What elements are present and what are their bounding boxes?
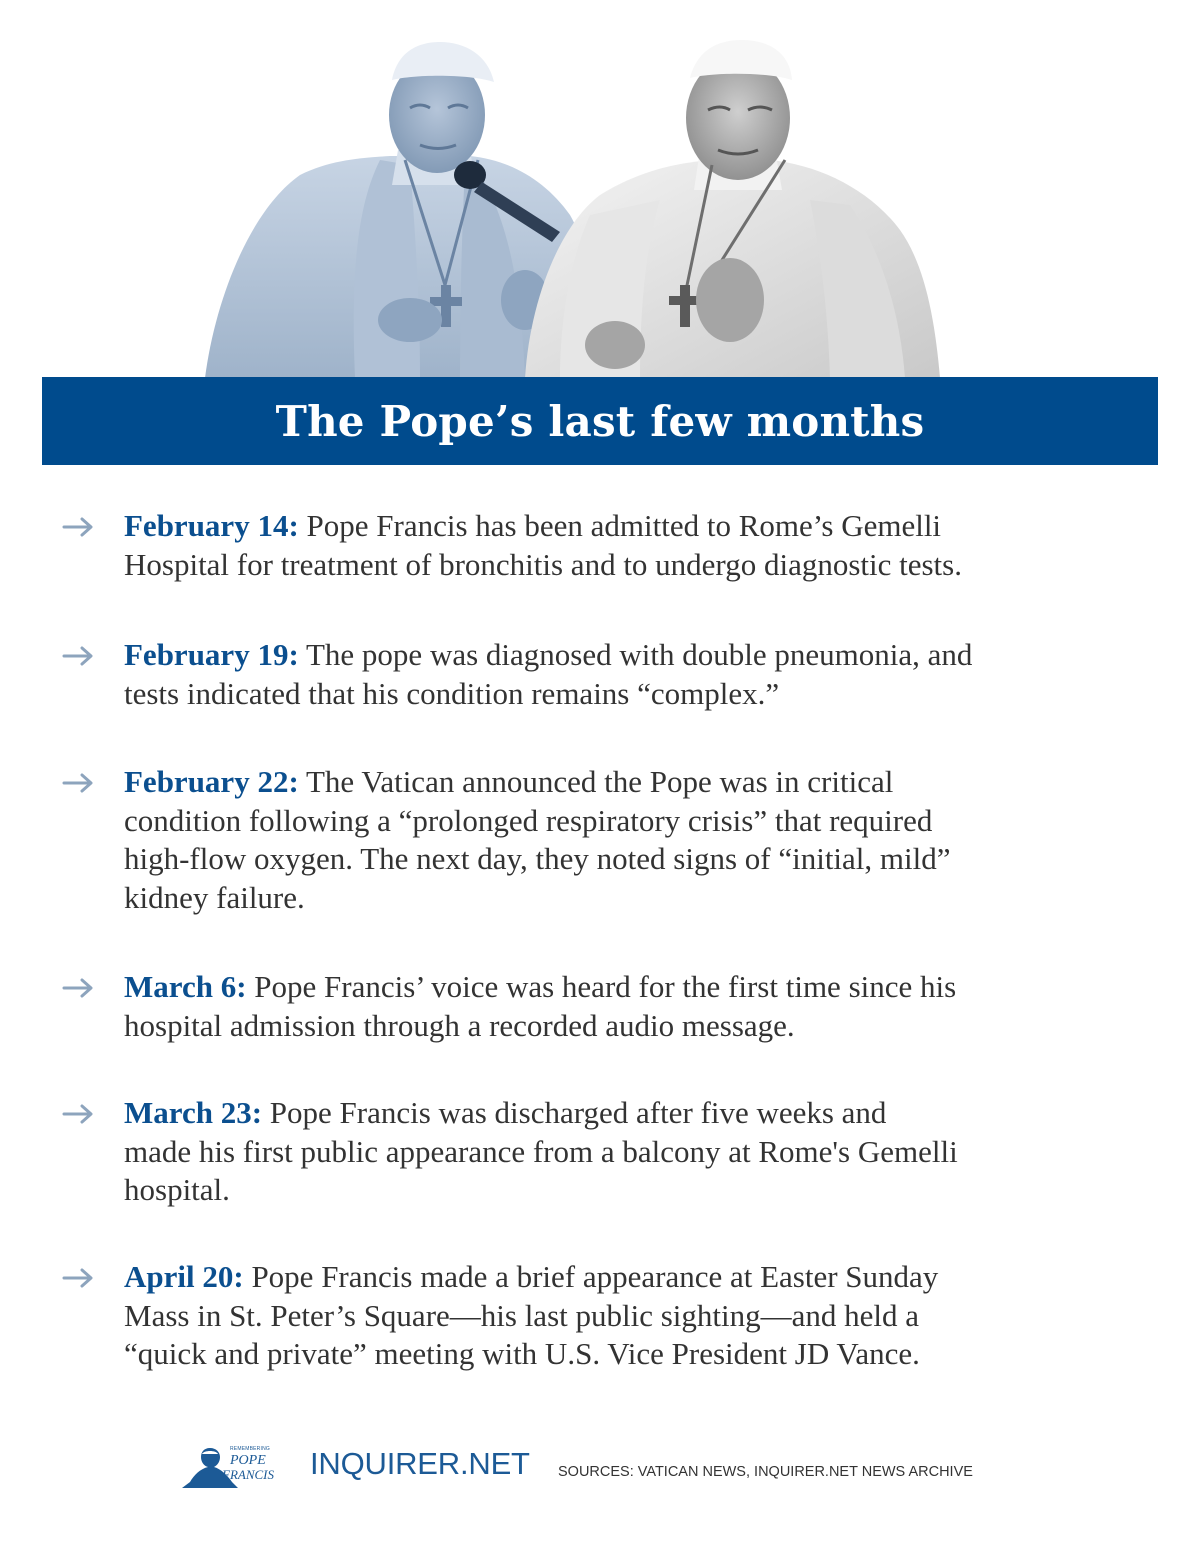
arrow-right-icon — [62, 978, 94, 998]
timeline-date: February 14: — [124, 508, 299, 543]
timeline-date: February 19: — [124, 637, 299, 672]
timeline-date: March 6: — [124, 969, 247, 1004]
remembering-pope-francis-logo — [180, 1442, 292, 1492]
timeline-date: February 22: — [124, 764, 299, 799]
timeline-line: Pope Francis was discharged after five weeks and — [269, 1095, 887, 1130]
timeline-line: Mass in St. Peter’s Square—his last public sighting—and held a — [124, 1297, 920, 1333]
arrow-right-icon — [62, 517, 94, 537]
timeline-line: high-flow oxygen. The next day, they noted signs of “initial, mild” — [124, 841, 951, 876]
timeline-item-text — [124, 507, 1174, 584]
timeline-line: hospital admission through a recorded audio message. — [124, 1007, 795, 1043]
timeline-line: tests indicated that his condition remains “complex.” — [124, 675, 780, 711]
logo-kicker: REMEMBERING — [230, 1446, 270, 1452]
arrow-right-icon — [62, 1104, 94, 1124]
timeline-item-text — [124, 1094, 1174, 1210]
timeline-item-text — [124, 763, 1174, 917]
timeline-date: April 20: — [124, 1259, 244, 1294]
timeline-item-text — [124, 968, 1174, 1045]
right-pope-figure — [525, 40, 940, 378]
timeline-line: The Vatican announced the Pope was in critical — [305, 764, 894, 799]
timeline-date: March 23: — [124, 1095, 263, 1130]
timeline-line: kidney failure. — [124, 879, 305, 915]
timeline-line: “quick and private” meeting with U.S. Vice President JD Vance. — [124, 1336, 920, 1371]
timeline-line: Hospital for treatment of bronchitis and to undergo diagnostic tests. — [124, 546, 962, 582]
page-title: The Pope’s last few months — [275, 396, 925, 446]
timeline-line: condition following a “prolonged respiratory crisis” that required — [124, 802, 933, 838]
timeline-line: Pope Francis has been admitted to Rome’s Gemelli — [306, 508, 942, 543]
sources-credit: SOURCES: VATICAN NEWS, INQUIRER.NET NEWS ARCHIVE — [558, 1464, 973, 1480]
hero-photo — [0, 0, 1200, 378]
arrow-right-icon — [62, 773, 94, 793]
logo-line-pope: POPE — [230, 1453, 266, 1468]
timeline-line: Pope Francis’ voice was heard for the first time since his — [254, 969, 957, 1004]
timeline-line: Pope Francis made a brief appearance at Easter Sunday — [251, 1259, 939, 1294]
timeline-item-text — [124, 1258, 1174, 1374]
brand-wordmark: INQUIRER.NET — [310, 1446, 530, 1481]
timeline-line: The pope was diagnosed with double pneumonia, and — [305, 637, 973, 672]
timeline-item-text — [124, 636, 1174, 713]
timeline-line: made his first public appearance from a balcony at Rome's Gemelli — [124, 1133, 958, 1169]
arrow-right-icon — [62, 1268, 94, 1288]
timeline-line: hospital. — [124, 1172, 230, 1207]
title-banner — [42, 377, 1158, 465]
footer — [0, 1438, 1200, 1498]
logo-line-francis: FRANCIS — [222, 1467, 274, 1482]
arrow-right-icon — [62, 646, 94, 666]
